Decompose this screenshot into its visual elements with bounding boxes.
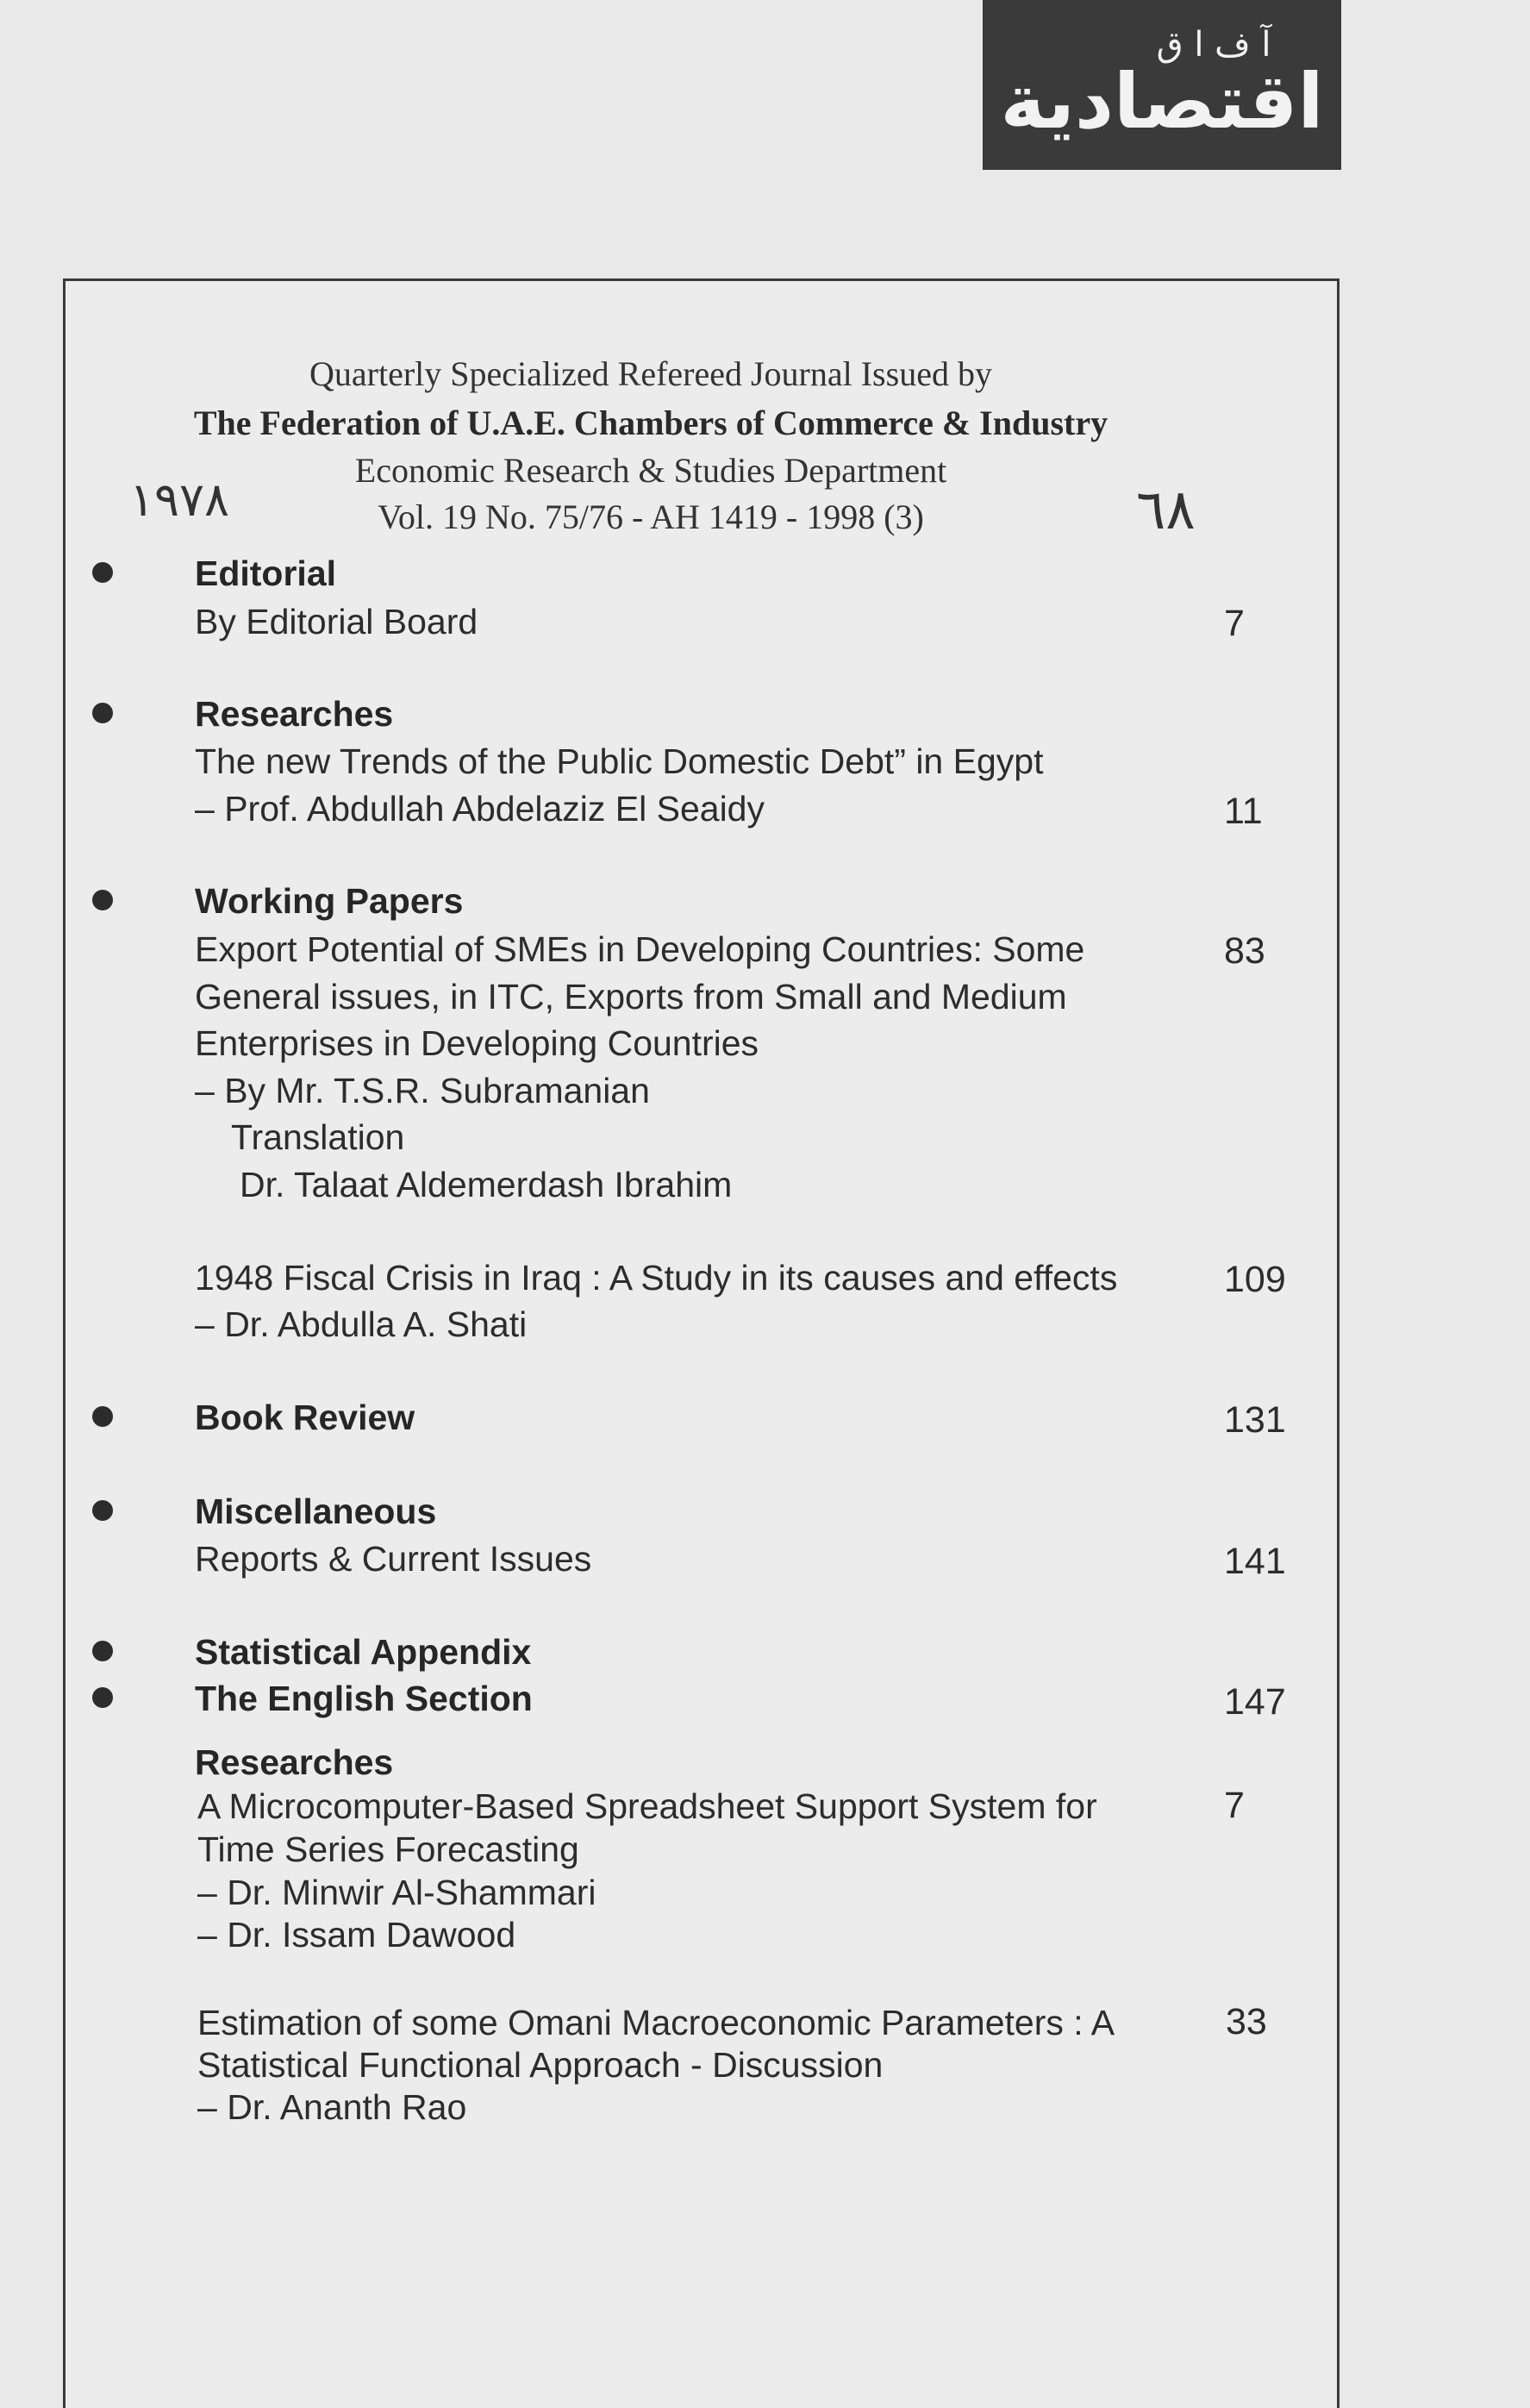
page-number-omani: 33 — [1226, 2001, 1267, 2042]
handwritten-note-right: ٦٨ — [1136, 478, 1196, 542]
editorial-line: By Editorial Board — [195, 602, 478, 641]
omani-line-2: Statistical Functional Approach - Discussion — [197, 2045, 884, 2085]
english-researches-line-1: A Microcomputer-Based Spreadsheet Support System for — [197, 1786, 1097, 1826]
section-title-researches: Researches — [195, 694, 394, 734]
header-line-1: Quarterly Specialized Refereed Journal Issued by — [309, 354, 992, 393]
section-title-editorial: Editorial — [195, 554, 337, 593]
logo-title: اقتصادية — [1000, 57, 1324, 147]
header-line-3: Economic Research & Studies Department — [354, 451, 947, 490]
working-papers-line-3: Enterprises in Developing Countries — [195, 1023, 759, 1063]
bullet-icon — [92, 1500, 113, 1521]
section-title-working-papers: Working Papers — [195, 881, 464, 921]
logo-subtitle: آ ف ا ق — [1156, 25, 1271, 66]
omani-line-1: Estimation of some Omani Macroeconomic Parameters : A — [197, 2003, 1115, 2042]
bullet-icon — [92, 562, 113, 583]
working-papers-line-4: – By Mr. T.S.R. Subramanian — [195, 1071, 650, 1110]
header-line-2: The Federation of U.A.E. Chambers of Commerce & Industry — [193, 403, 1108, 442]
handwritten-note-left: ١٩٧٨ — [129, 472, 230, 527]
section-title-statistical-appendix: Statistical Appendix — [195, 1632, 532, 1672]
researches-line-1: The new Trends of the Public Domestic Debt” in Egypt — [195, 741, 1044, 781]
working-papers-line-2: General issues, in ITC, Exports from Small and Medium — [195, 977, 1067, 1016]
researches-line-2: – Prof. Abdullah Abdelaziz El Seaidy — [195, 789, 765, 829]
page-number-english-section: 147 — [1224, 1681, 1286, 1723]
section-title-english-researches: Researches — [195, 1742, 394, 1782]
omani-line-3: – Dr. Ananth Rao — [197, 2087, 467, 2127]
section-title-miscellaneous: Miscellaneous — [195, 1492, 437, 1531]
english-researches-line-3: – Dr. Minwir Al-Shammari — [197, 1873, 596, 1912]
fiscal-line-1: 1948 Fiscal Crisis in Iraq : A Study in its causes and effects — [195, 1258, 1118, 1298]
bullet-icon — [92, 1406, 113, 1427]
page-number-book-review: 131 — [1224, 1399, 1286, 1441]
english-researches-line-4: – Dr. Issam Dawood — [197, 1915, 516, 1955]
bullet-icon — [92, 1641, 113, 1661]
page-number-english-researches: 7 — [1224, 1785, 1245, 1826]
fiscal-line-2: – Dr. Abdulla A. Shati — [195, 1304, 528, 1344]
miscellaneous-line: Reports & Current Issues — [195, 1539, 592, 1579]
page-number-researches: 11 — [1224, 791, 1263, 832]
working-papers-line-6: Dr. Talaat Aldemerdash Ibrahim — [240, 1165, 733, 1204]
page-number-working-papers: 83 — [1224, 930, 1265, 972]
page-number-miscellaneous: 141 — [1224, 1541, 1286, 1582]
working-papers-line-1: Export Potential of SMEs in Developing Countries: Some — [195, 929, 1085, 969]
page-number-editorial: 7 — [1224, 603, 1245, 644]
bullet-icon — [92, 890, 113, 910]
journal-logo — [983, 0, 1341, 170]
section-title-english-section: The English Section — [195, 1679, 533, 1718]
working-papers-line-5: Translation — [231, 1117, 405, 1157]
english-researches-line-2: Time Series Forecasting — [197, 1829, 579, 1869]
page-number-fiscal: 109 — [1224, 1259, 1286, 1300]
bullet-icon — [92, 703, 113, 723]
header-line-4: Vol. 19 No. 75/76 - AH 1419 - 1998 (3) — [378, 497, 924, 536]
section-title-book-review: Book Review — [195, 1398, 415, 1437]
bullet-icon — [92, 1687, 113, 1708]
